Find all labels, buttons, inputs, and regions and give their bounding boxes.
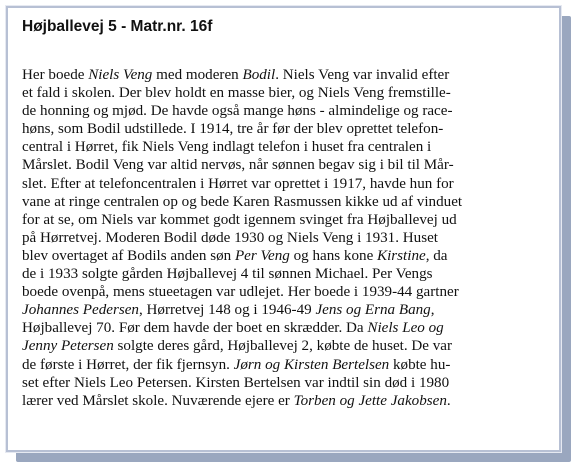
text-segment: , da [425, 247, 448, 264]
text-segment: de i 1933 solgte gården Højballevej 4 til sønnen Michael. Per Vengs [22, 266, 433, 283]
text-segment: og hans kone [289, 247, 378, 264]
person-name: Niels Leo og [367, 320, 444, 337]
text-line [22, 356, 554, 374]
text-line [22, 374, 554, 392]
text-segment: . [446, 392, 451, 409]
text-line [22, 175, 554, 193]
text-line [22, 392, 554, 410]
text-segment: Her boede [22, 67, 89, 83]
text-segment: Mårslet. Bodil Veng var altid nervøs, når sønnen begav sig i bil til Mår- [22, 157, 454, 174]
text-segment: vane at ringe centralen op og bede Karen Rasmussen kikke ud af vinduet [22, 193, 463, 210]
text-segment: solgte deres gård, Højballevej 2, købte de huset. De var [113, 338, 453, 355]
text-segment: , [430, 302, 435, 319]
person-name: Torben og Jette Jakobsen [293, 392, 447, 409]
document-body [22, 66, 554, 410]
text-line [22, 247, 554, 265]
person-name: Niels Veng [88, 67, 153, 83]
text-segment: de første i Hørret, der fik fjernsyn. [22, 356, 234, 373]
text-segment: slet. Efter at telefoncentralen i Hørret var oprettet i 1917, havde hun for [22, 175, 454, 192]
text-segment: boede ovenpå, mens stueetagen var udlejet. Her boede i 1939-44 gartner [22, 284, 459, 301]
person-name: Bodil [242, 67, 276, 83]
person-name: Kirstine [377, 247, 426, 264]
person-name: Johannes Pedersen [22, 302, 139, 319]
document-card [6, 6, 561, 452]
text-segment: med moderen [152, 67, 243, 83]
text-segment: på Hørretvej. Moderen Bodil døde 1930 og Niels Veng i 1931. Huset [22, 229, 438, 246]
text-segment: et fald i skolen. Der blev holdt en masse bier, og Niels Veng fremstille- [22, 85, 451, 102]
person-name: Per Veng [234, 247, 290, 264]
text-segment: høns, som Bodil udstillede. I 1914, tre år før der blev oprettet telefon- [22, 121, 444, 138]
text-segment: de honning og mjød. De havde også mange høns - almindelige og race- [22, 103, 453, 120]
person-name: Jens og Erna Bang [315, 302, 431, 319]
text-line [22, 138, 554, 156]
text-segment: købte hu- [389, 356, 451, 373]
text-segment: for at se, om Niels var kommet godt igennem svinget fra Højballevej ud [22, 211, 457, 228]
text-segment: central i Hørret, fik Niels Veng indlagt telefon i huset fra centralen i [22, 139, 432, 156]
text-line [22, 102, 554, 120]
text-line [22, 211, 554, 229]
text-line [22, 337, 554, 355]
text-segment: set efter Niels Leo Petersen. Kirsten Bertelsen var indtil sin død i 1980 [22, 374, 450, 391]
text-line [22, 283, 554, 301]
text-line [22, 120, 554, 138]
person-name: Jørn og Kirsten Bertelsen [233, 356, 390, 373]
document-title: Højballevej 5 - Matr.nr. 16f [22, 18, 213, 35]
text-line [22, 319, 554, 337]
text-line [22, 229, 554, 247]
text-segment: Højballevej 70. Før dem havde der boet en skrædder. Da [22, 320, 368, 337]
text-segment: lærer ved Mårslet skole. Nuværende ejere er [22, 392, 294, 409]
person-name: Jenny Petersen [22, 338, 114, 355]
text-line [22, 156, 554, 174]
text-segment: blev overtaget af Bodils anden søn [22, 247, 235, 264]
text-line [22, 193, 554, 211]
text-line [22, 301, 554, 319]
text-segment: . Niels Veng var invalid efter [275, 67, 450, 83]
text-line [22, 84, 554, 102]
text-line [22, 66, 554, 84]
text-line [22, 265, 554, 283]
text-segment: , Hørretvej 148 og i 1946-49 [138, 302, 316, 319]
